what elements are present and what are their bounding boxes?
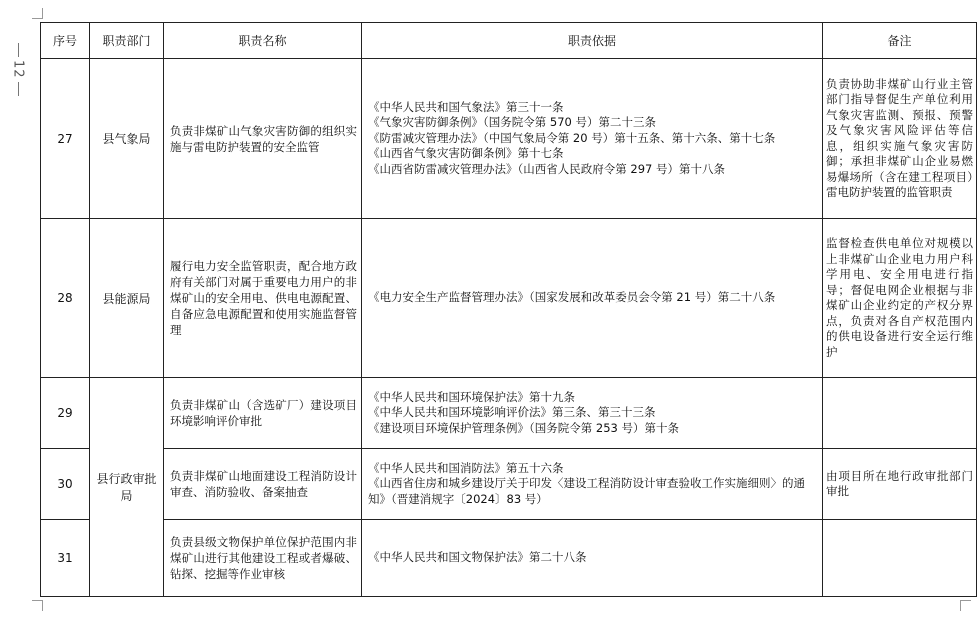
basis-item: 《电力安全生产监督管理办法》（国家发展和改革委员会令第 21 号）第二十八条: [368, 290, 776, 305]
row-remarks: 监督检查供电单位对规模以上非煤矿山企业电力用户科学用电、安全用电进行指导；督促电网企业根据与非煤矿山企业约定的产权分界点，负责对各自产权范围内的供电设备进行安全运行维护: [823, 219, 977, 378]
basis-item: 《山西省住房和城乡建设厅关于印发〈建设工程消防设计审查验收工作实施细则〉的通知》（晋建消规字〔2024〕83 号）: [368, 476, 805, 506]
page-number-value: 12: [10, 60, 26, 79]
row-duty-basis: [362, 219, 823, 378]
row-remarks: [823, 520, 977, 597]
basis-item: 《中华人民共和国文物保护法》第二十八条: [368, 550, 587, 565]
basis-item: 《中华人民共和国消防法》第五十六条: [368, 460, 564, 475]
row-duty-name: 负责非煤矿山（含选矿厂）建设项目环境影响评价审批: [164, 378, 362, 449]
row-serial: 30: [41, 449, 90, 520]
basis-item: 《中华人民共和国气象法》第三十一条: [368, 99, 564, 114]
row-serial: 31: [41, 520, 90, 597]
row-duty-name: 负责非煤矿山气象灾害防御的组织实施与雷电防护装置的安全监管: [164, 59, 362, 219]
table-row: [41, 378, 977, 449]
basis-item: 《山西省气象灾害防御条例》第十七条: [368, 146, 564, 161]
page-number-dash-top: [18, 43, 19, 57]
basis-item: 《山西省防雷减灾管理办法》（山西省人民政府令第 297 号）第十八条: [368, 161, 726, 176]
header-remarks: 备注: [823, 23, 977, 59]
basis-item: 《建设项目环境保护管理条例》（国务院令第 253 号）第十条: [368, 420, 680, 435]
table-row: [41, 59, 977, 219]
row-remarks: 负责协助非煤矿山行业主管部门指导督促生产单位利用气象灾害监测、预报、预警及气象灾害风险评估等信息，组织实施气象灾害防御；承担非煤矿山企业易燃易爆场所（含在建工程项目）雷电防护装置的监管职责: [823, 59, 977, 219]
table-row: [41, 449, 977, 520]
row-department: 县气象局: [90, 59, 164, 219]
header-duty-basis: 职责依据: [362, 23, 823, 59]
basis-item: 《气象灾害防御条例》（国务院令第 570 号）第二十三条: [368, 115, 657, 130]
row-department: 县行政审批局: [90, 378, 164, 597]
page-number: [10, 40, 26, 99]
duty-table: [40, 22, 977, 597]
table-row: [41, 219, 977, 378]
row-serial: 28: [41, 219, 90, 378]
row-remarks: 由项目所在地行政审批部门审批: [823, 449, 977, 520]
row-department: 县能源局: [90, 219, 164, 378]
row-duty-name: 履行电力安全监管职责，配合地方政府有关部门对属于重要电力用户的非煤矿山的安全用电、供电电源配置、自备应急电源配置和使用实施监督管理: [164, 219, 362, 378]
crop-mark-bottom-right: [960, 600, 971, 611]
row-duty-name: 负责非煤矿山地面建设工程消防设计审查、消防验收、备案抽查: [164, 449, 362, 520]
row-duty-basis: [362, 378, 823, 449]
crop-mark-top-left: [32, 8, 43, 19]
table-header-row: [41, 23, 977, 59]
row-serial: 29: [41, 378, 90, 449]
basis-item: 《中华人民共和国环境影响评价法》第三条、第三十三条: [368, 405, 656, 420]
basis-item: 《防雷减灾管理办法》（中国气象局令第 20 号）第十五条、第十六条、第十七条: [368, 130, 776, 145]
header-duty-name: 职责名称: [164, 23, 362, 59]
row-duty-name: 负责县级文物保护单位保护范围内非煤矿山进行其他建设工程或者爆破、钻探、挖掘等作业审核: [164, 520, 362, 597]
page-number-dash-bottom: [18, 82, 19, 96]
header-serial: 序号: [41, 23, 90, 59]
basis-item: 《中华人民共和国环境保护法》第十九条: [368, 389, 575, 404]
row-remarks: [823, 378, 977, 449]
table-row: [41, 520, 977, 597]
row-duty-basis: [362, 449, 823, 520]
crop-mark-bottom-left: [32, 600, 43, 611]
row-duty-basis: [362, 520, 823, 597]
header-department: 职责部门: [90, 23, 164, 59]
row-duty-basis: [362, 59, 823, 219]
row-serial: 27: [41, 59, 90, 219]
